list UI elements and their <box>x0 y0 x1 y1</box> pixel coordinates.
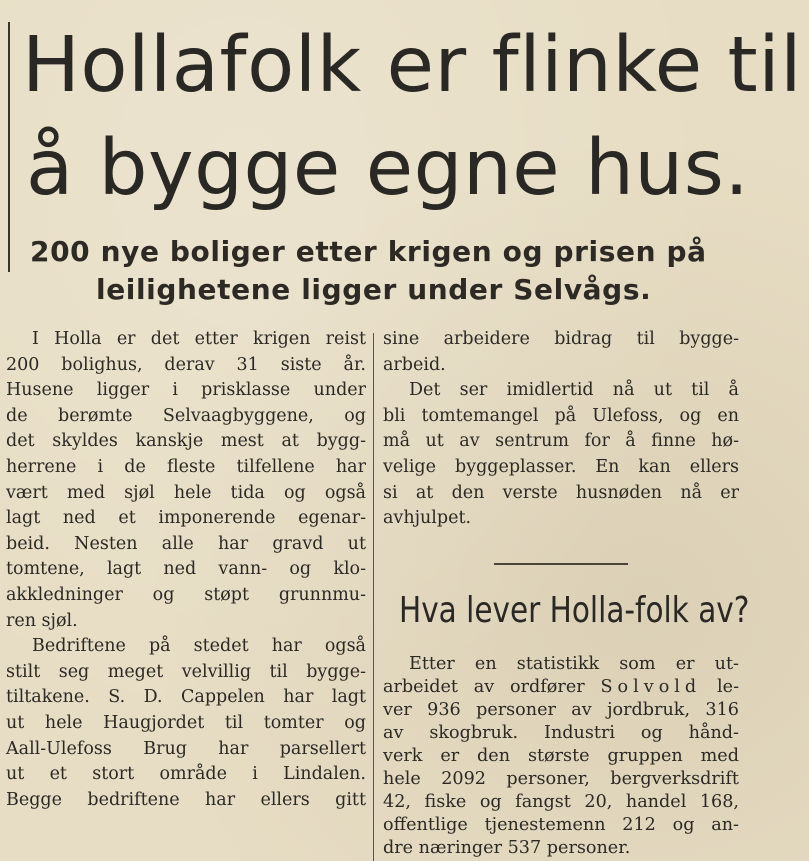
body-line: herrene i de fleste tilfellene har <box>6 456 366 477</box>
subheadline-line-1: 200 nye boliger etter krigen og prisen på <box>30 235 707 268</box>
body-line: 42, fiske og fangst 20, handel 168, <box>383 792 739 812</box>
column-divider <box>373 333 374 861</box>
article-right-column <box>383 327 739 532</box>
body-line: ut et stort område i Lindalen. <box>6 764 366 785</box>
body-line: arbeid. <box>383 354 446 375</box>
body-text: le- <box>717 677 740 697</box>
body-line: ut hele Haugjordet til tomter og <box>6 712 366 733</box>
body-line: må ut av sentrum for å finne hø- <box>383 431 739 452</box>
body-text: arbeidet av ordfører <box>383 677 585 697</box>
subheadline-line-2: leilighetene ligger under Selvågs. <box>96 273 652 306</box>
body-line: 200 bolighus, derav 31 siste år. <box>6 354 366 375</box>
headline-line-1: Hollafolk er flinke til <box>22 21 803 110</box>
body-line: Det ser imidlertid nå ut til å <box>409 380 739 401</box>
body-line: dre næringer 537 personer. <box>383 838 631 858</box>
body-line: I Holla er det etter krigen reist <box>32 329 366 349</box>
body-line: det skyldes kanskje mest at bygg- <box>6 431 366 452</box>
body-line: lagt ned et imponerende egenar- <box>6 508 366 529</box>
body-line: si at den verste husnøden nå er <box>383 482 739 503</box>
body-line: tomtene, lagt ned vann- og klo- <box>6 559 366 580</box>
body-line: offentlige tjenestemenn 212 og an- <box>383 815 739 835</box>
article-left-column <box>6 327 366 813</box>
mayor-name: Solvold <box>600 677 702 697</box>
body-line: av skogbruk. Industri og hånd- <box>383 723 739 743</box>
subheadline <box>30 233 790 309</box>
body-line: sine arbeidere bidrag til bygge- <box>383 329 739 349</box>
body-line: tiltakene. S. D. Cappelen har lagt <box>6 687 366 708</box>
body-line: bli tomtemangel på Ulefoss, og en <box>383 405 739 426</box>
body-line: akkledninger og støpt grunnmu- <box>6 584 366 605</box>
body-line: velige byggeplasser. En kan ellers <box>383 456 739 477</box>
body-line: Begge bedriftene har ellers gitt <box>6 789 366 810</box>
body-line: ren sjøl. <box>6 610 78 631</box>
body-line: vært med sjøl hele tida og også <box>6 482 366 503</box>
section-separator-rule <box>494 563 628 565</box>
body-line: verk er den største gruppen med <box>383 746 739 766</box>
body-line: hele 2092 personer, bergverksdrift <box>383 769 739 789</box>
statistics-paragraph <box>383 653 739 860</box>
body-line: Etter en statistikk som er ut- <box>409 654 739 674</box>
headline-line-2: å bygge egne hus. <box>26 124 750 213</box>
body-line: stilt seg meget velvillig til bygge- <box>6 661 366 682</box>
body-line <box>383 676 739 699</box>
body-line: Husene ligger i prisklasse under <box>6 380 366 401</box>
body-line: ver 936 personer av jordbruk, 316 <box>383 700 739 720</box>
body-line: Aall-Ulefoss Brug har parsellert <box>6 738 366 759</box>
body-line: de berømte Selvaagbyggene, og <box>6 405 366 426</box>
body-line: Bedriftene på stedet har også <box>32 636 366 657</box>
headline <box>22 14 802 220</box>
left-border-rule <box>8 22 10 272</box>
section-title: Hva lever Holla-folk av? <box>399 590 750 631</box>
body-line: beid. Nesten alle har gravd ut <box>6 533 366 554</box>
body-line: avhjulpet. <box>383 508 472 529</box>
